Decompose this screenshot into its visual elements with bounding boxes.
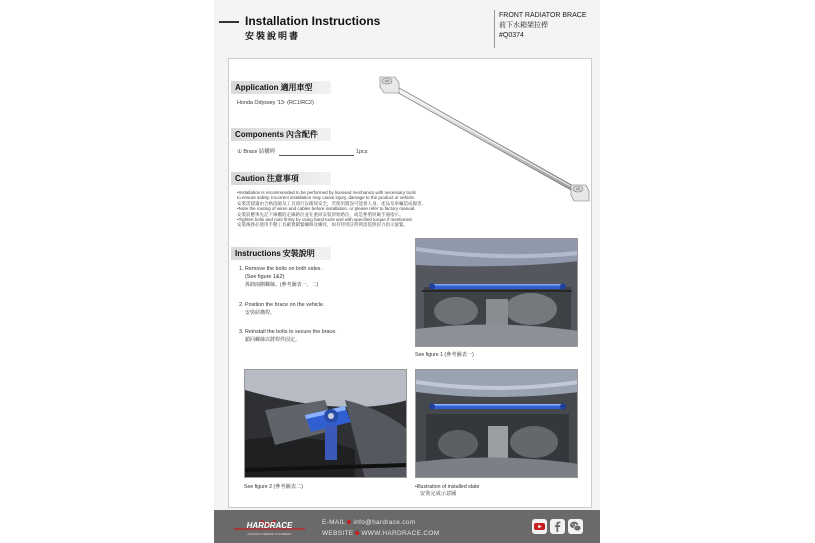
component-qty: 1pcs: [356, 149, 368, 155]
contact-info: [322, 517, 439, 539]
wechat-icon[interactable]: [568, 519, 583, 534]
components-heading: Components 內含配件: [231, 128, 331, 141]
figure-2-caption: See figure 2 (參考圖表二): [244, 484, 303, 490]
caution-line: 安裝前應事先記下線纜的走線路位並在重回安裝原始路位，或是參照原廠手冊指示。: [237, 211, 404, 217]
step-2-cn: 安裝結構桿。: [245, 310, 276, 316]
step-1-cn: 拆卸兩側螺絲。(參考圖表一、二): [245, 282, 319, 288]
step-3-cn: 鎖回螺絲以將桿件固定。: [245, 337, 301, 343]
caution-line: •Installation is recommended to be performed by licensed mechanics with necessary tools: [237, 190, 416, 195]
step-1: 1. Remove the bolts on both sides .: [239, 266, 324, 272]
caution-line: to ensure safety. Incorrect installation may cause injury, damage to the product or vehicle.: [237, 195, 416, 201]
logo-tagline: CHASSIS STEERING ALIGNMENT: [247, 532, 292, 536]
caution-line: 安裝需建議由合格技師及工具商行以確保安全，若使用錯誤可能會人身、產品及車輛造成傷害。: [237, 200, 426, 206]
caution-text: [237, 190, 426, 228]
instructions-heading: Instructions 安裝說明: [231, 247, 331, 260]
figure-3-photo: [415, 369, 578, 478]
header-divider: [494, 10, 495, 48]
component-leader-line: [279, 155, 354, 156]
website-link[interactable]: WWW.HARDRACE.COM: [361, 530, 440, 537]
step-2: 2. Position the brace on the vehicle.: [239, 302, 325, 308]
instruction-sheet: [228, 58, 592, 508]
step-3: 3. Reinstall the bolts to secure the brace.: [239, 329, 337, 335]
step-1-reference: (See figure 1&2): [245, 274, 285, 280]
logo-brand: HARDRACE: [246, 521, 293, 530]
vehicle-fitment: Honda Odyssey '13- (RC1/RC2): [237, 100, 314, 106]
figure-3-caption-cn: 安裝完成示意圖: [420, 491, 457, 497]
caution-line: •Note the routing of wires and cables before installation, or please refer to factory manual.: [237, 206, 416, 212]
caution-heading: Caution 注意事項: [231, 172, 331, 185]
page-title: Installation Instructions: [245, 14, 381, 28]
caution-line: 安裝後務必使用手動工具確實鎖緊螺絲及螺母，如有特別註明則需依照扭力指示旋緊。: [237, 222, 408, 228]
document-page: [214, 0, 600, 543]
facebook-icon[interactable]: [550, 519, 565, 534]
caution-line: •Tighten bolts and nuts firmly by using hand tools and with specified torque if mentioned.: [237, 217, 413, 223]
youtube-icon[interactable]: [532, 519, 547, 534]
title-accent-line: [219, 21, 239, 23]
figure-3-caption: •Illustration of installed state: [415, 484, 480, 490]
product-code: #Q0374: [499, 32, 524, 39]
brace-illustration: [375, 69, 590, 204]
document-header: [214, 0, 600, 50]
product-name: FRONT RADIATOR BRACE: [499, 12, 587, 19]
email-label: E-MAIL: [322, 519, 346, 526]
hardrace-logo: [232, 516, 307, 538]
page-title-cn: 安裝說明書: [245, 31, 301, 41]
application-heading: Application 適用車型: [231, 81, 331, 94]
email-link[interactable]: info@hardrace.com: [353, 519, 416, 526]
bullet-dot: [347, 520, 351, 524]
product-info: [499, 11, 587, 41]
figure-2-photo: [244, 369, 407, 478]
bullet-dot: [355, 531, 359, 535]
component-item: ① Brace 結構桿: [237, 149, 276, 155]
website-label: WEBSITE: [322, 530, 354, 537]
brace-end-left: [380, 77, 399, 93]
figure-1-photo: [415, 238, 578, 347]
figure-1-caption: See figure 1 (參考圖表一): [415, 352, 474, 358]
footer-bar: [214, 510, 600, 543]
brace-end-right: [571, 185, 589, 201]
product-name-cn: 前下水箱架拉桿: [499, 22, 548, 29]
